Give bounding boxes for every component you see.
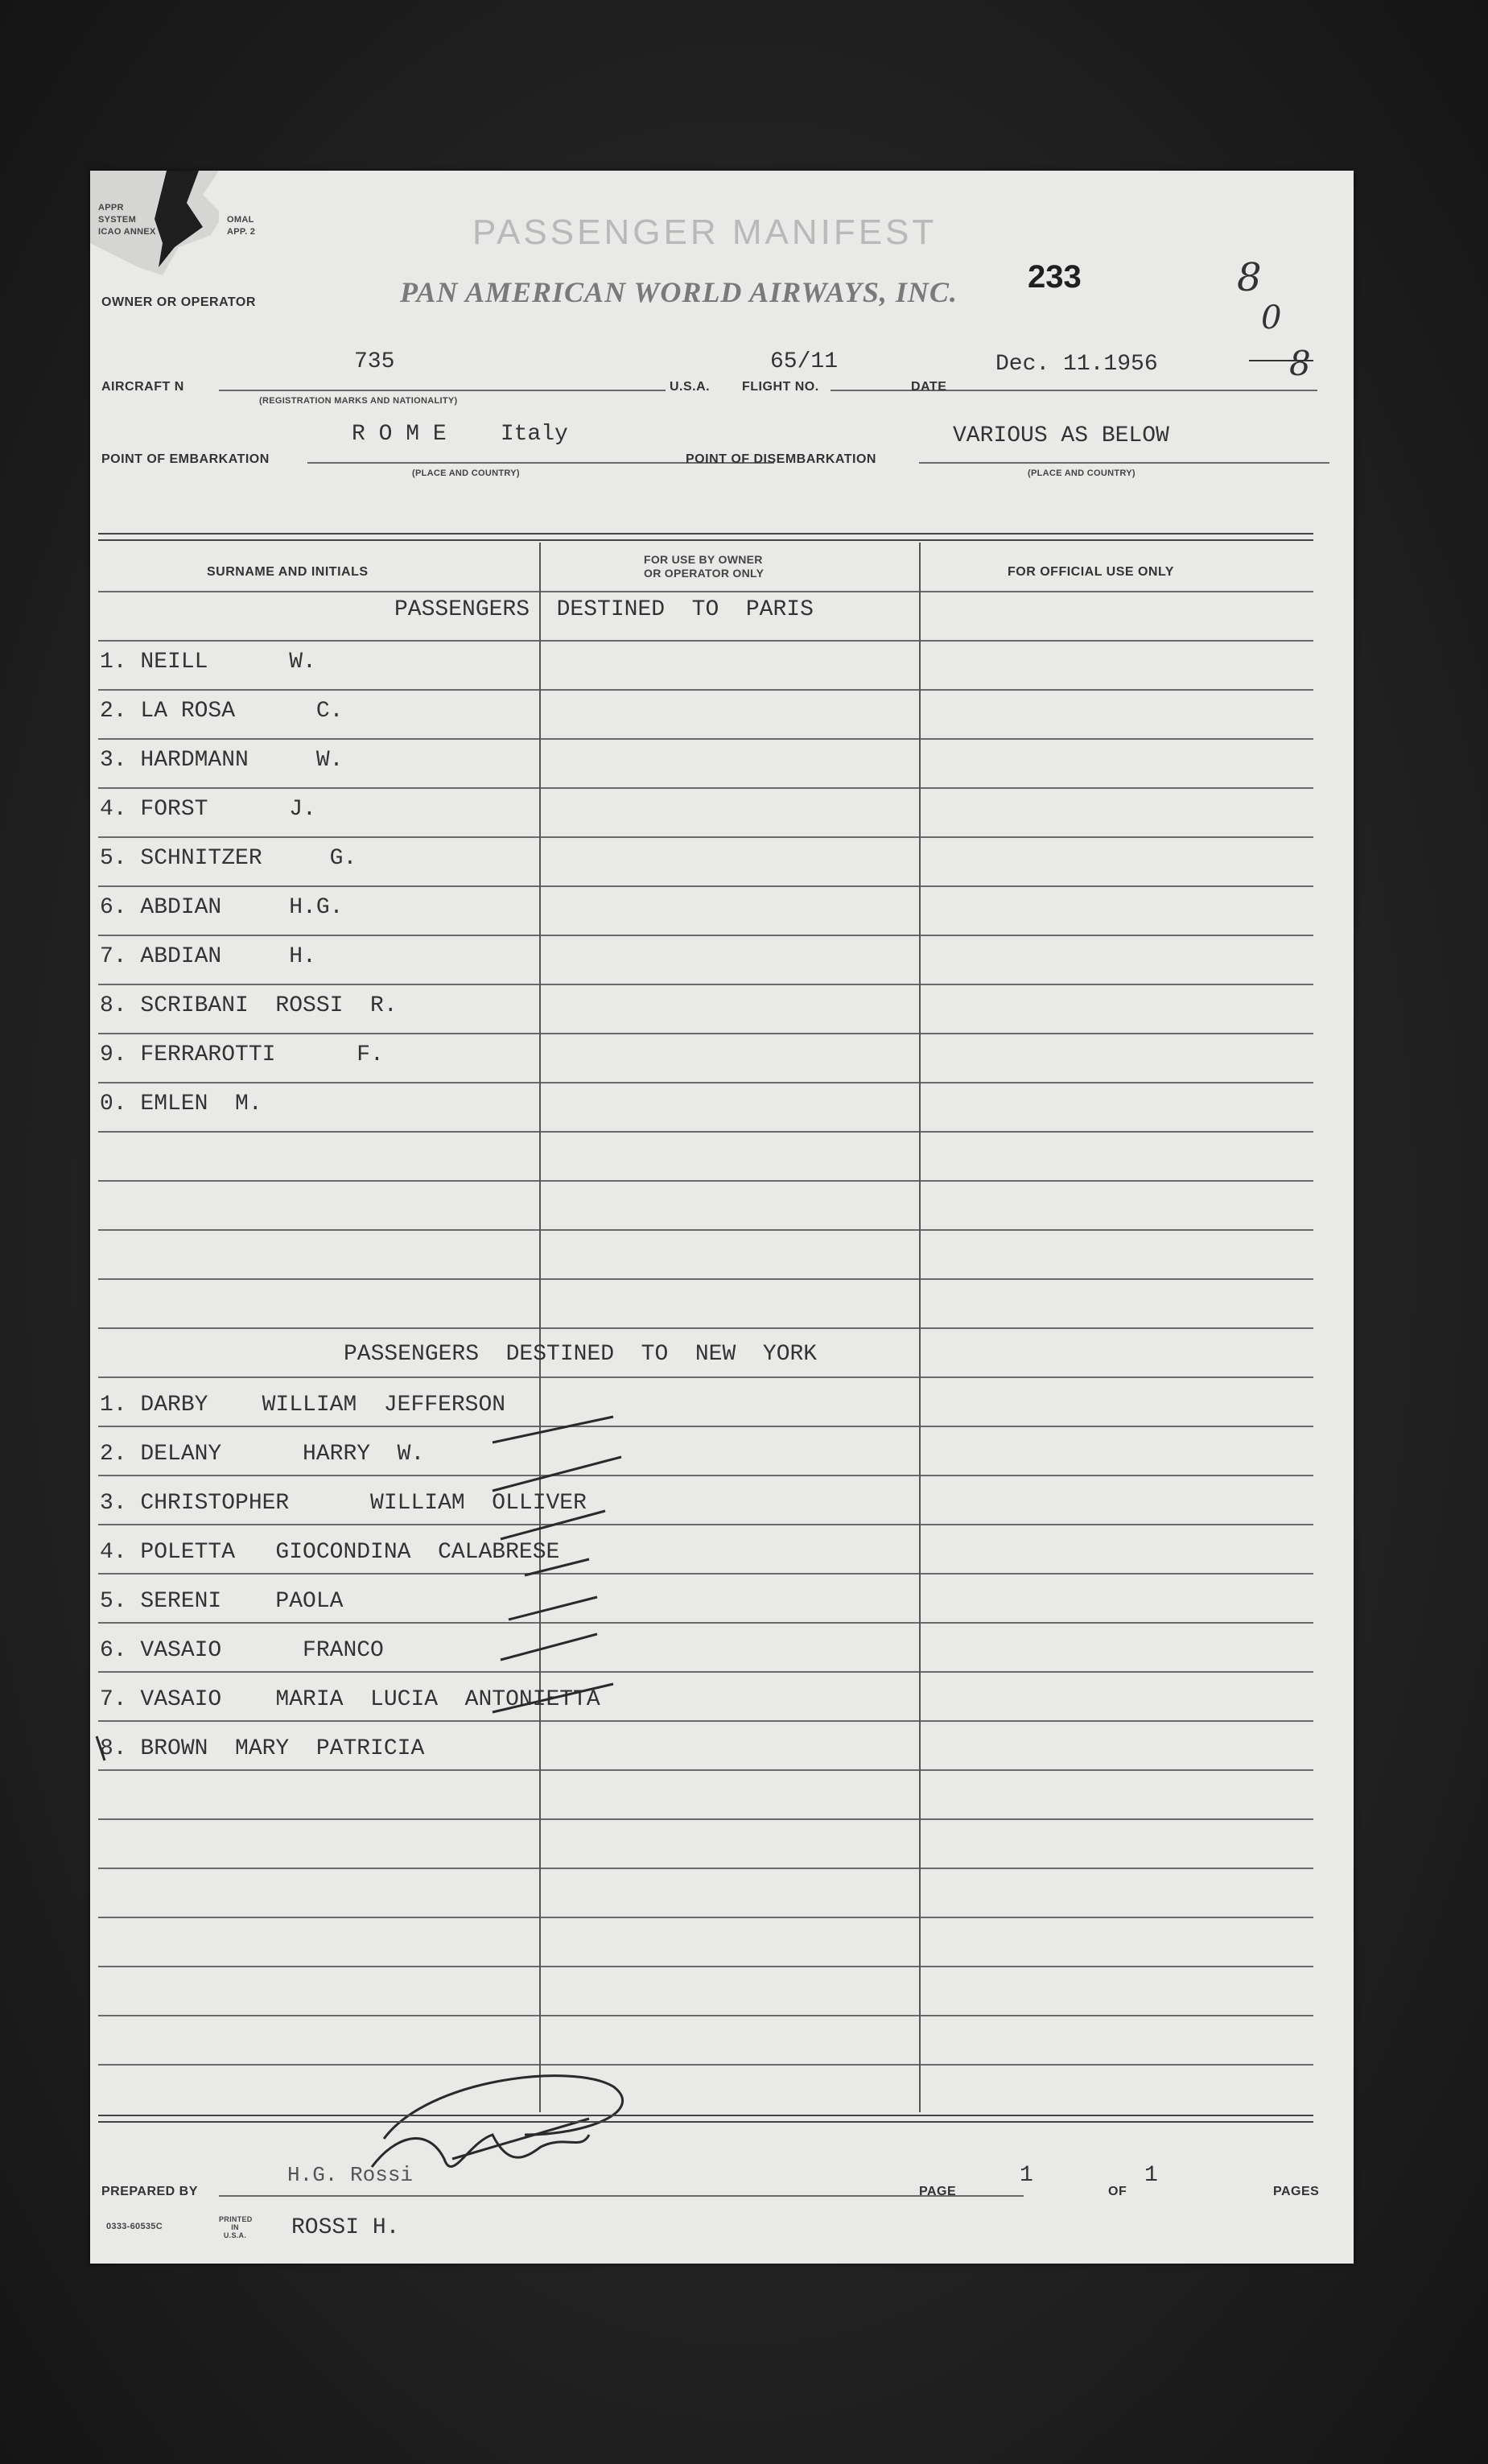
prepared-typed: ROSSI H. [291, 2215, 400, 2240]
col1-header: SURNAME AND INITIALS [207, 565, 369, 579]
list-item: 0. EMLEN M. [100, 1092, 262, 1116]
corner-text-3: ICAO ANNEX [98, 227, 156, 237]
embark-value: R O M E Italy [352, 422, 568, 447]
list-item: 3. CHRISTOPHER WILLIAM OLLIVER [100, 1491, 587, 1516]
disembark-label: POINT OF DISEMBARKATION [686, 452, 876, 466]
date-value: Dec. 11.1956 [995, 352, 1158, 377]
prepared-underline [219, 2195, 1024, 2197]
col2-header-line1: FOR USE BY OWNER [644, 553, 763, 566]
list-item: 1. NEILL W. [100, 650, 316, 675]
embark-label: POINT OF EMBARKATION [101, 452, 270, 466]
col3-header: FOR OFFICIAL USE ONLY [1008, 565, 1174, 579]
flight-value: 65/11 [770, 349, 839, 374]
prepared-value: H.G. Rossi [287, 2163, 414, 2187]
list-item: 3. HARDMANN W. [100, 748, 344, 773]
flight-label: FLIGHT NO. [742, 380, 819, 394]
pages-label: PAGES [1273, 2185, 1320, 2198]
aircraft-label: AIRCRAFT N [101, 380, 184, 394]
list-item: 7. ABDIAN H. [100, 944, 316, 969]
stamp-number: 233 [1028, 259, 1082, 295]
list-item: 1. DARBY WILLIAM JEFFERSON [100, 1393, 506, 1418]
corner-text-1: APPR [98, 203, 124, 213]
owner-label: OWNER OR OPERATOR [101, 295, 256, 309]
aircraft-value: 735 [354, 349, 395, 374]
of-label: OF [1108, 2185, 1127, 2198]
usa-label: U.S.A. [670, 380, 711, 394]
list-item: 6. VASAIO FRANCO [100, 1638, 384, 1663]
hand-number-1: 8 [1237, 255, 1262, 300]
of-value: 1 [1144, 2163, 1158, 2188]
section-heading-paris: PASSENGERS DESTINED TO PARIS [394, 597, 814, 622]
form-title: PASSENGER MANIFEST [472, 213, 938, 252]
pen-check-marks [90, 171, 1354, 2264]
corner-text-2: SYSTEM [98, 215, 137, 225]
page-value: 1 [1020, 2163, 1033, 2188]
col2-header-line2: OR OPERATOR ONLY [644, 567, 765, 580]
page-label: PAGE [919, 2185, 957, 2198]
hand-number-2: 0 [1261, 299, 1282, 336]
gpo-text: PRINTED IN U.S.A. [219, 2215, 253, 2239]
list-item: 7. VASAIO MARIA LUCIA ANTONIETTA [100, 1687, 600, 1712]
manifest-sheet [90, 171, 1354, 2264]
list-item: 4. POLETTA GIOCONDINA CALABRESE [100, 1540, 560, 1565]
corner-text-4: OMAL [227, 215, 254, 225]
list-item: 6. ABDIAN H.G. [100, 895, 344, 920]
list-item: 5. SERENI PAOLA [100, 1589, 344, 1614]
list-item: 2. DELANY HARRY W. [100, 1442, 425, 1467]
list-item: 4. FORST J. [100, 797, 316, 822]
date-label: DATE [911, 380, 947, 394]
owner-value: PAN AMERICAN WORLD AIRWAYS, INC. [400, 276, 958, 308]
form-code: 0333-60535C [106, 2222, 163, 2231]
list-item: 5. SCHNITZER G. [100, 846, 357, 871]
corner-text-5: APP. 2 [227, 227, 256, 237]
aircraft-sub: (REGISTRATION MARKS AND NATIONALITY) [259, 396, 458, 406]
list-item: 2. LA ROSA C. [100, 699, 344, 724]
list-item: 8. SCRIBANI ROSSI R. [100, 993, 398, 1018]
hand-number-3: 8 [1289, 344, 1311, 383]
prepared-label: PREPARED BY [101, 2185, 198, 2198]
disembark-sub: (PLACE AND COUNTRY) [1028, 468, 1136, 478]
table-bottom-border [98, 2115, 1313, 2123]
list-item: 8. BROWN MARY PATRICIA [100, 1736, 425, 1761]
disembark-value: VARIOUS AS BELOW [953, 423, 1169, 448]
list-item: 9. FERRAROTTI F. [100, 1042, 384, 1067]
section-heading-new-york: PASSENGERS DESTINED TO NEW YORK [344, 1342, 818, 1367]
embark-sub: (PLACE AND COUNTRY) [412, 468, 520, 478]
